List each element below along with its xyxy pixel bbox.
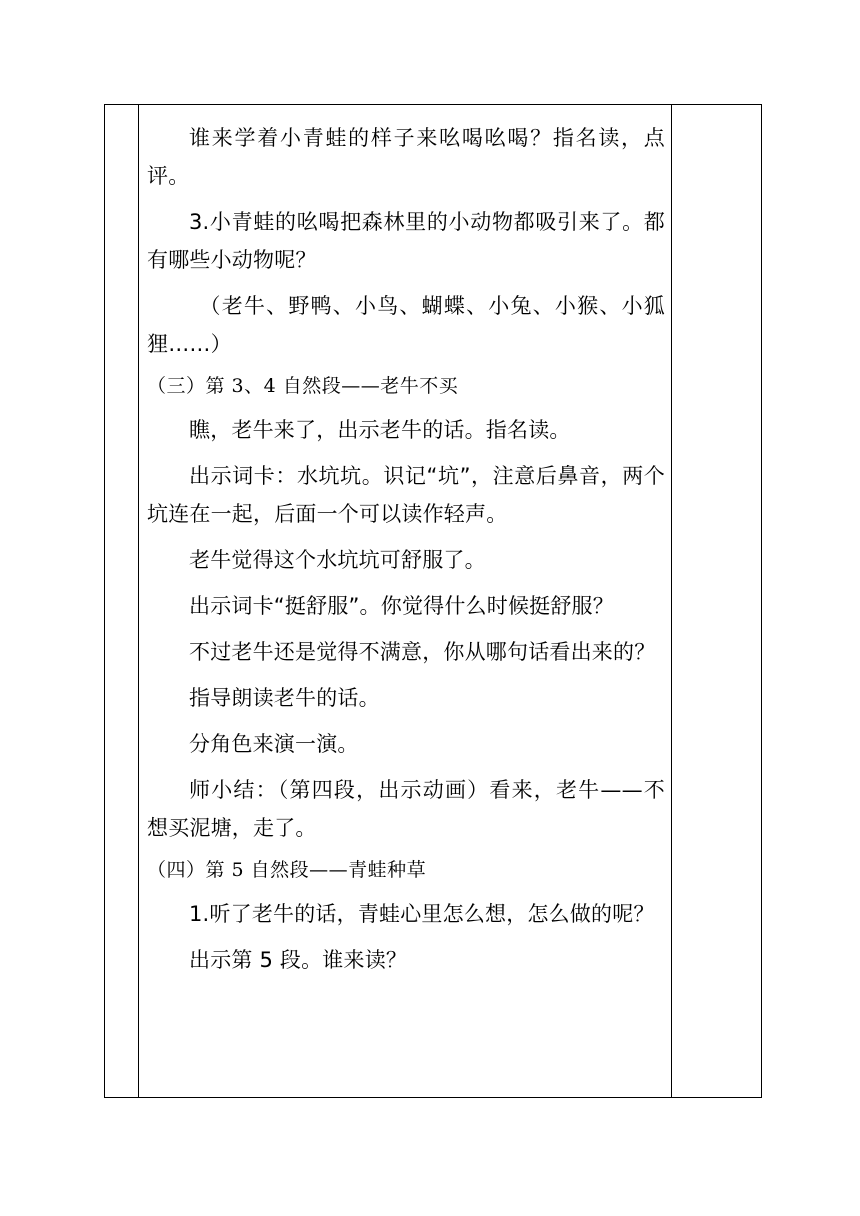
- paragraph-word-card-comfortable: 出示词卡“挺舒服”。你觉得什么时候挺舒服？: [189, 594, 614, 618]
- paragraph-cow-not-satisfied: 不过老牛还是觉得不满意，你从哪句话看出来的？: [189, 640, 656, 664]
- paragraph-role-play: 分角色来演一演。: [189, 732, 359, 756]
- paragraph-imitate-frog: 谁来学着小青蛙的样子来吆喝吆喝？指名读，点评。: [147, 126, 665, 188]
- paragraph-animals-attracted: 3.小青蛙的吆喝把森林里的小动物都吸引来了。都有哪些小动物呢？: [147, 210, 665, 272]
- paragraph-word-card-pit: 出示词卡：水坑坑。识记“坑”，注意后鼻音，两个坑连在一起，后面一个可以读作轻声。: [147, 464, 665, 526]
- paragraph-show-section-5: 出示第 5 段。谁来读？: [189, 948, 408, 972]
- lesson-content-cell: [147, 119, 665, 987]
- table-left-column-divider: [138, 105, 139, 1097]
- paragraph-guide-reading: 指导朗读老牛的话。: [189, 686, 380, 710]
- table-right-column-divider: [671, 105, 672, 1097]
- section-heading-3: （三）第 3、4 自然段——老牛不买: [147, 375, 459, 397]
- paragraph-animal-list: （老牛、野鸭、小鸟、蝴蝶、小兔、小猴、小狐狸……）: [147, 294, 665, 356]
- lesson-plan-table: [104, 104, 762, 1098]
- paragraph-old-cow-arrives: 瞧，老牛来了，出示老牛的话。指名读。: [189, 418, 571, 442]
- paragraph-cow-comfortable: 老牛觉得这个水坑坑可舒服了。: [189, 548, 486, 572]
- section-heading-4: （四）第 5 自然段——青蛙种草: [147, 859, 427, 881]
- paragraph-teacher-summary: 师小结：（第四段，出示动画）看来，老牛——不想买泥塘，走了。: [147, 778, 665, 840]
- paragraph-frog-thinks: 1.听了老牛的话，青蛙心里怎么想，怎么做的呢？: [189, 902, 655, 926]
